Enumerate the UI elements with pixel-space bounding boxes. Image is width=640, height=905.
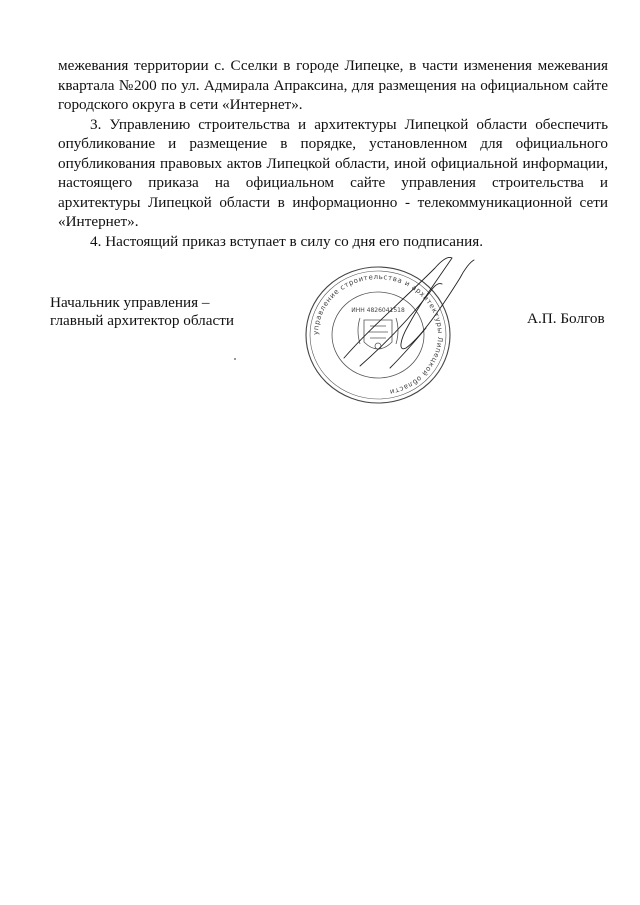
signatory-name: А.П. Болгов (527, 310, 605, 327)
scan-speck (234, 358, 236, 360)
signatory-position (50, 294, 234, 330)
paragraph-4: 4. Настоящий приказ вступает в силу со дня его подписания. (90, 232, 484, 250)
handwritten-signature (330, 248, 490, 378)
seal-ring-text: управление строительства и архитектуры Липецкой области (311, 272, 445, 396)
document-body (58, 56, 608, 251)
seal-inn: ИНН 4826041518 (351, 307, 405, 314)
paragraph-continuation: межевания территории с. Сселки в городе Липецке, в части изменения межевания квартала №200 по ул. Адмирала Апраксина, для размещения на официальном сайте городского округа в сети «Интернет». (58, 57, 608, 113)
signatory-position-line1: Начальник управления – (50, 294, 210, 311)
signatory-position-line2: главный архитектор области (50, 312, 235, 329)
paragraph-3: 3. Управлению строительства и архитектуры Липецкой области обеспечить опубликование и размещение в порядке, установленном для официального опубликования правовых актов Липецкой области, иной официальной информации, настоящего приказа на официальном сайте управления строительства и архитектуры Липецкой области в информационно - телекоммуникационной сети «Интернет». (58, 115, 608, 230)
